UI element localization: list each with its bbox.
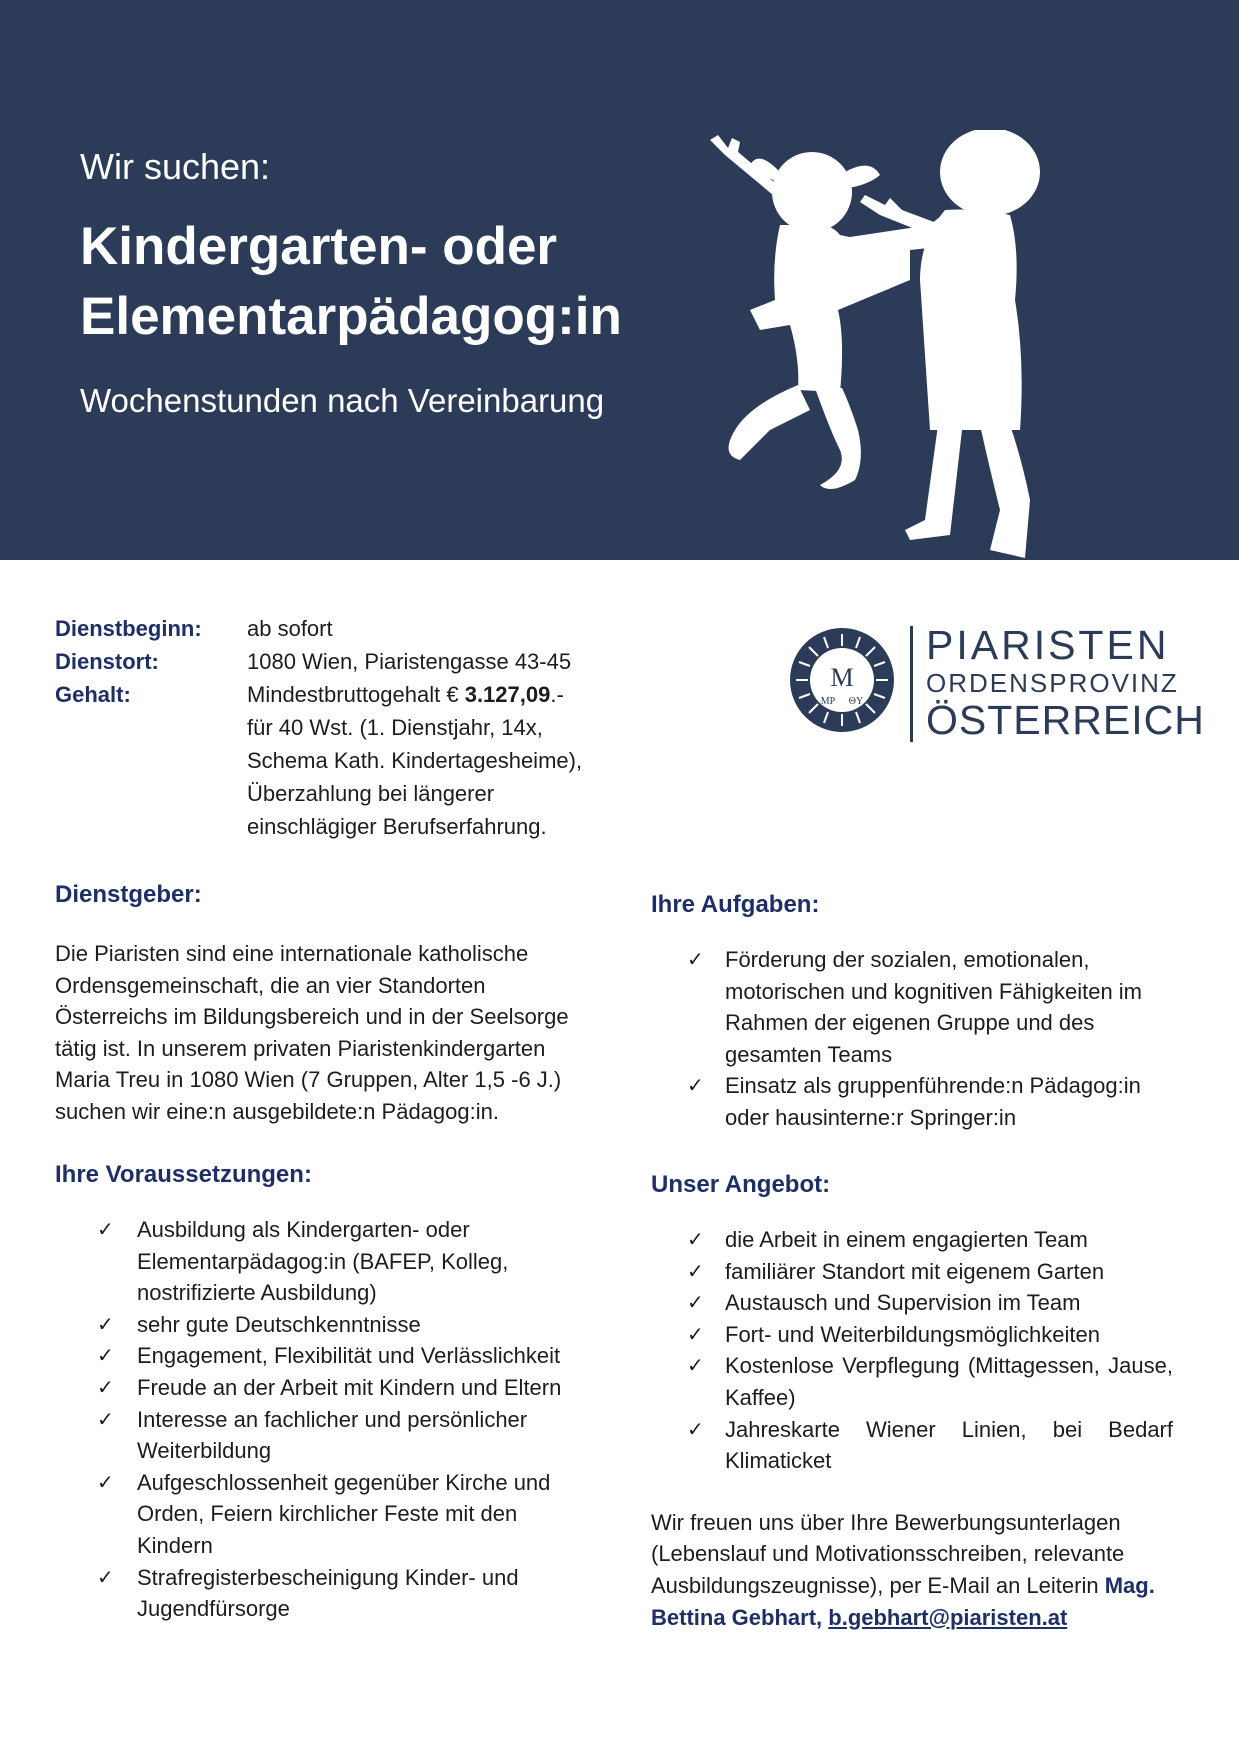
- list-item-text: Kostenlose Verpflegung (Mittagessen, Jause, Kaffee): [725, 1353, 1173, 1410]
- list-item-text: Strafregisterbescheinigung Kinder- und Jugendfürsorge: [137, 1564, 519, 1622]
- children-silhouette-illustration: [680, 130, 1160, 560]
- check-icon: ✓: [687, 1073, 704, 1098]
- boy-body: [920, 210, 1022, 430]
- logo-line-1: PIARISTEN: [926, 622, 1170, 668]
- tasks-list: [651, 944, 1173, 1134]
- salary-amount: 3.127,09: [464, 682, 551, 707]
- check-icon: ✓: [687, 1353, 704, 1378]
- contact-text: [651, 1507, 1173, 1633]
- contact-intro: Wir freuen uns über Ihre Bewerbungsunterlagen (Lebenslauf und Motivationsschreiben, relevante Ausbildungszeugnisse), per E-Mail an Leiterin: [651, 1509, 1125, 1598]
- list-item: [55, 1372, 595, 1404]
- list-item-text: Einsatz als gruppenführende:n Pädagog:in oder hausinterne:r Springer:in: [725, 1073, 1141, 1130]
- list-item-text: Freude an der Arbeit mit Kindern und Eltern: [137, 1374, 562, 1400]
- check-icon: ✓: [97, 1343, 114, 1368]
- tasks-section: [651, 890, 1173, 1134]
- offer-section: [651, 1170, 1173, 1633]
- list-item: [55, 1467, 595, 1562]
- list-item-text: Engagement, Flexibilität und Verlässlichkeit: [137, 1343, 561, 1369]
- boy-head: [940, 130, 1040, 216]
- list-item: [651, 1224, 1173, 1256]
- check-icon: ✓: [687, 1227, 704, 1251]
- list-item: [651, 1414, 1173, 1477]
- check-icon: ✓: [687, 1321, 704, 1346]
- salary-suffix: .-: [550, 682, 564, 707]
- list-item-text: Aufgeschlossenheit gegenüber Kirche und Orden, Feiern kirchlicher Feste mit den Kindern: [137, 1469, 551, 1558]
- girl-leg-back: [729, 385, 810, 460]
- list-item-text: familiärer Standort mit eigenem Garten: [725, 1258, 1105, 1284]
- list-item: [651, 1070, 1173, 1133]
- location-label: Dienstort:: [55, 649, 159, 674]
- offer-heading: Unser Angebot:: [651, 1171, 831, 1198]
- hero-subtitle: Wochenstunden nach Vereinbarung: [80, 382, 605, 419]
- logo-wordmark: [926, 622, 1205, 742]
- requirements-heading: Ihre Voraussetzungen:: [55, 1161, 312, 1188]
- list-item: [651, 944, 1173, 1070]
- offer-list: [651, 1224, 1173, 1477]
- salary-prefix: Mindestbruttogehalt €: [247, 682, 465, 707]
- salary-value: [247, 678, 627, 843]
- salary-detail: Schema Kath. Kindertagesheime),: [247, 748, 583, 773]
- list-item-text: Austausch und Supervision im Team: [725, 1290, 1081, 1316]
- requirements-section: [55, 1160, 595, 1625]
- girl-pigtail-right: [845, 166, 880, 188]
- piaristen-seal-icon: [788, 626, 896, 734]
- check-icon: ✓: [97, 1374, 114, 1399]
- boy-arm: [860, 195, 942, 235]
- boy-leg-right: [980, 425, 1030, 558]
- info-row-start: [55, 612, 627, 645]
- list-item-text: Ausbildung als Kindergarten- oder Elementarpädagog:in (BAFEP, Kolleg, nostrifizierte Ausbildung): [137, 1217, 509, 1306]
- hero-title: [80, 212, 622, 352]
- seal-monogram-right: ΘY: [848, 696, 864, 707]
- girl-leg-front: [815, 388, 861, 489]
- list-item-text: Interesse an fachlicher und persönlicher Weiterbildung: [137, 1406, 528, 1464]
- check-icon: ✓: [97, 1406, 114, 1431]
- employer-section: [55, 880, 595, 1128]
- seal-monogram-left: MP: [820, 696, 836, 707]
- list-item: [55, 1309, 595, 1341]
- check-icon: ✓: [687, 1290, 704, 1315]
- list-item-text: Fort- und Weiterbildungsmöglichkeiten: [725, 1321, 1100, 1347]
- list-item: [55, 1404, 595, 1467]
- list-item: [55, 1214, 595, 1309]
- check-icon: ✓: [687, 1258, 704, 1283]
- hero-title-line-2: Elementarpädagog:in: [80, 287, 622, 346]
- list-item-text: sehr gute Deutschkenntnisse: [137, 1311, 421, 1337]
- hero-banner: [0, 0, 1239, 560]
- logo-divider: [910, 626, 913, 742]
- check-icon: ✓: [97, 1469, 114, 1494]
- salary-detail: Überzahlung bei längerer: [247, 781, 495, 806]
- contact-email-link[interactable]: b.gebhart@piaristen.at: [828, 1604, 1068, 1630]
- logo-line-2: ORDENSPROVINZ: [926, 668, 1179, 698]
- hero-title-line-1: Kindergarten- oder: [80, 217, 558, 276]
- employer-text: Die Piaristen sind eine internationale katholische Ordensgemeinschaft, die an vier Standorten Österreichs im Bildungsbereich und in der Seelsorge tätig ist. In unserem privaten Piaristenkindergarten Maria Treu in 1080 Wien (7 Gruppen, Alter 1,5 -6 J.) suchen wir eine:n ausgebildete:n Pädagog:in.: [55, 941, 569, 1124]
- list-item-text: Jahreskarte Wiener Linien, bei Bedarf Klimaticket: [725, 1416, 1173, 1474]
- contact-name: Mag. Bettina Gebhart,: [651, 1572, 1155, 1630]
- list-item-text: die Arbeit in einem engagierten Team: [725, 1227, 1088, 1252]
- info-row-salary: [55, 678, 627, 843]
- start-value: ab sofort: [247, 616, 333, 641]
- check-icon: ✓: [97, 1217, 114, 1241]
- boy-leg-left: [905, 425, 962, 540]
- list-item: [651, 1256, 1173, 1288]
- check-icon: ✓: [687, 1416, 704, 1441]
- svg-text:M: M: [830, 663, 854, 692]
- employer-heading: Dienstgeber:: [55, 881, 202, 908]
- logo-line-3: ÖSTERREICH: [926, 697, 1205, 743]
- salary-line: [247, 678, 627, 711]
- info-row-location: [55, 645, 627, 678]
- location-value: 1080 Wien, Piaristengasse 43-45: [247, 649, 572, 674]
- list-item: [651, 1319, 1173, 1351]
- salary-label: Gehalt:: [55, 682, 131, 707]
- list-item: [55, 1562, 595, 1625]
- requirements-list: [55, 1214, 595, 1625]
- hero-pre-title: Wir suchen:: [80, 146, 271, 187]
- piaristen-logo: [788, 622, 1205, 743]
- salary-detail: für 40 Wst. (1. Dienstjahr, 14x,: [247, 715, 543, 740]
- list-item: [651, 1350, 1173, 1413]
- job-info: [55, 612, 627, 843]
- tasks-heading: Ihre Aufgaben:: [651, 891, 820, 918]
- check-icon: ✓: [97, 1311, 114, 1336]
- check-icon: ✓: [97, 1564, 114, 1589]
- start-label: Dienstbeginn:: [55, 616, 202, 641]
- list-item: [651, 1287, 1173, 1319]
- list-item: [55, 1340, 595, 1372]
- salary-detail: einschlägiger Berufserfahrung.: [247, 814, 547, 839]
- check-icon: ✓: [687, 947, 704, 971]
- list-item-text: Förderung der sozialen, emotionalen, motorischen und kognitiven Fähigkeiten im Rahmen der eigenen Gruppe und des gesamten Teams: [725, 947, 1143, 1067]
